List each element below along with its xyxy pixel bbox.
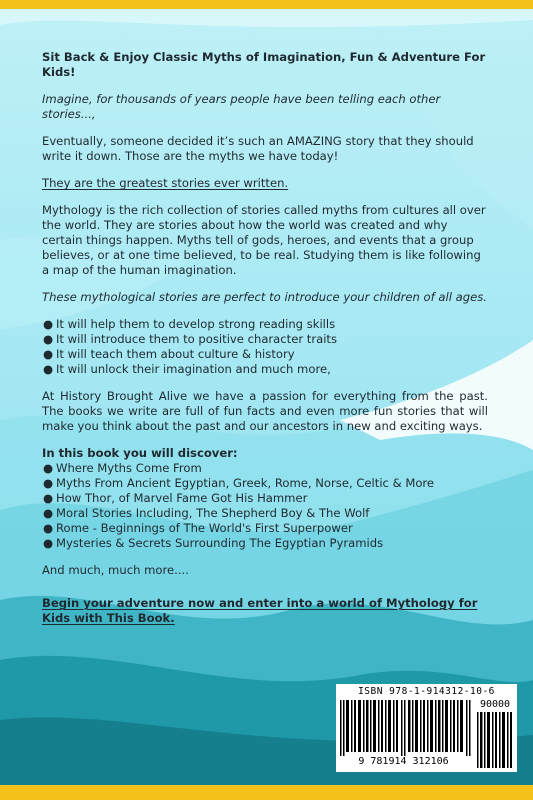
eventually-paragraph: Eventually, someone decided it’s such an AMAZING story that they should write it down. Those are the myths we have today! <box>42 134 474 163</box>
price-barcode-bars <box>477 712 513 768</box>
bullet-icon: ● <box>43 476 54 490</box>
bullet-icon: ● <box>43 317 54 331</box>
isbn-label: ISBN 978-1-914312-10-6 <box>358 686 495 697</box>
greatest-stories-line: They are the greatest stories ever written. <box>42 176 289 190</box>
price-code: 90000 <box>479 699 511 710</box>
list-item: ● Where Myths Come From <box>43 461 202 475</box>
bullet-icon: ● <box>43 506 54 520</box>
bullet-icon: ● <box>43 461 54 475</box>
discover-list <box>42 461 488 551</box>
isbn-barcode <box>336 684 517 772</box>
list-item: ● It will introduce them to positive character traits <box>43 332 338 346</box>
bullet-icon: ● <box>43 536 54 550</box>
barcode-number: 9 781914 312106 <box>358 756 449 767</box>
perfect-italic: These mythological stories are perfect to introduce your children of all ages. <box>42 290 487 304</box>
headline: Sit Back & Enjoy Classic Myths of Imagination, Fun & Adventure For Kids! <box>42 50 486 79</box>
bottom-accent-band <box>0 785 533 800</box>
discover-heading: In this book you will discover: <box>42 446 238 460</box>
intro-italic: Imagine, for thousands of years people have been telling each other stories..., <box>42 92 441 121</box>
list-item: ● Rome - Beginnings of The World's First Superpower <box>43 521 353 535</box>
barcode-bars <box>340 700 471 756</box>
list-item: ● It will help them to develop strong reading skills <box>43 317 336 331</box>
list-item: ● Moral Stories Including, The Shepherd Boy & The Wolf <box>43 506 370 520</box>
back-cover-text <box>42 50 488 626</box>
bullet-icon: ● <box>43 332 54 346</box>
bullet-icon: ● <box>43 347 54 361</box>
call-to-action: Begin your adventure now and enter into a world of Mythology for Kids with This Book. <box>42 596 478 625</box>
bullet-icon: ● <box>43 491 54 505</box>
much-more-line: And much, much more.... <box>42 563 189 577</box>
benefits-list <box>42 317 488 377</box>
bullet-icon: ● <box>43 362 54 376</box>
list-item: ● It will unlock their imagination and much more, <box>43 362 331 376</box>
list-item: ● Mysteries & Secrets Surrounding The Egyptian Pyramids <box>43 536 384 550</box>
bullet-icon: ● <box>43 521 54 535</box>
list-item: ● Myths From Ancient Egyptian, Greek, Rome, Norse, Celtic & More <box>43 476 435 490</box>
top-accent-band <box>0 0 533 9</box>
mythology-paragraph: Mythology is the rich collection of stories called myths from cultures all over the world. They are stories about how the world was created and why certain things happen. Myths tell of gods, heroes, and events that a group believes, or at one time believed, to be real. Studying them is like following a map of the human imagination. <box>42 203 486 277</box>
history-brought-alive-paragraph: At History Brought Alive we have a passion for everything from the past. The books we write are full of fun facts and even more fun stories that will make you think about the past and our ancestors in new and exciting ways. <box>42 389 488 433</box>
list-item: ● It will teach them about culture & history <box>43 347 295 361</box>
list-item: ● How Thor, of Marvel Fame Got His Hammer <box>43 491 308 505</box>
